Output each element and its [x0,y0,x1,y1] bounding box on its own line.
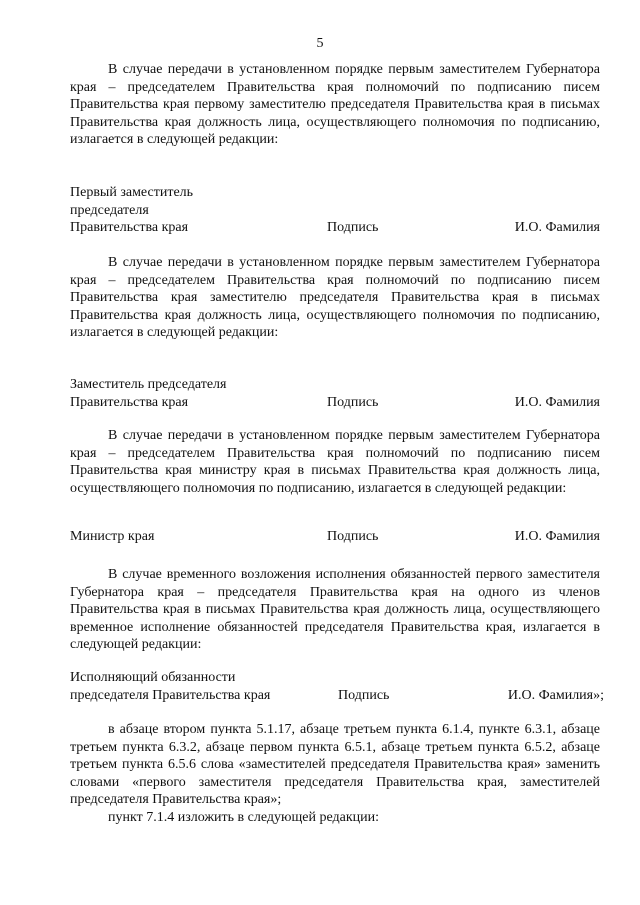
signature-placeholder: Подпись [327,529,379,544]
signature-title-line: Заместитель председателя [70,377,227,392]
signatory-name: И.О. Фамилия [514,220,600,235]
signature-line [70,687,604,705]
signature-title-line: Правительства края [70,394,189,410]
signature-block-minister [70,528,600,546]
paragraph-deputy-delegation [70,254,600,342]
signature-placeholder: Подпись [327,394,379,410]
paragraph-text: пункт 7.1.4 изложить в следующей редакции: [108,809,379,825]
paragraph-text: В случае передачи в установленном порядке первым заместителем Губернатора края – председателем Правительства края полномочий по подписанию писем Правительства края заместителю председателя Правительства края в письмах Правительства края должность лица, осуществляющего полномочия по подписанию, излагается в следующей редакции: [70,255,600,340]
signature-title-line: председателя [70,202,149,218]
paragraph-temporary-duties [70,566,600,654]
signature-title-line: Правительства края [70,220,189,235]
signature-line [70,219,600,237]
signature-block-acting [70,669,604,704]
signatory-name: И.О. Фамилия»; [507,687,604,703]
signature-block-deputy [70,376,600,411]
signatory-name: И.О. Фамилия [514,394,600,410]
page-number: 5 [316,36,324,51]
signature-line [70,394,600,412]
paragraph-first-deputy-delegation [70,61,600,149]
signature-title-line: Министр края [70,529,155,544]
signature-placeholder: Подпись [338,687,390,703]
signature-line [70,528,600,546]
signatory-name: И.О. Фамилия [514,529,600,544]
paragraph-text: В случае передачи в установленном порядке первым заместителем Губернатора края – председателем Правительства края полномочий по подписанию писем Правительства края министру края в письмах Правительства края должность лица, осуществляющего полномочия по подписанию, излагается в следующей редакции: [70,428,600,496]
signature-placeholder: Подпись [327,220,379,235]
signature-title-line: председателя Правительства края [70,687,271,703]
signature-block-first-deputy [70,184,600,237]
paragraph-minister-delegation [70,427,600,497]
signature-title-line: Исполняющий обязанности [70,670,236,685]
signature-title-line: Первый заместитель [70,185,194,200]
paragraph-amendment [70,721,600,826]
paragraph-text: В случае передачи в установленном порядке первым заместителем Губернатора края – председателем Правительства края полномочий по подписанию писем Правительства края первому заместителю председателя Правительства края в письмах Правительства края должность лица, осуществляющего полномочия по подписанию, излагается в следующей редакции: [70,62,600,147]
paragraph-text: В случае временного возложения исполнения обязанностей первого заместителя Губернатора края – председателя Правительства края на одного из членов Правительства края в письмах Правительства края должность лица, осуществляющего временное исполнение обязанностей председателя Правительства края, излагается в следующей редакции: [70,567,600,652]
paragraph-text: в абзаце втором пункта 5.1.17, абзаце третьем пункта 6.1.4, пункте 6.3.1, абзаце третьем пункта 6.3.2, абзаце первом пункта 6.5.1, абзаце третьем пункта 6.5.2, абзаце третьем пункта 6.5.6 слова «заместителей председателя Правительства края» заменить словами «первого заместителя председателя Правительства края, заместителей председателя Правительства края»; [70,722,600,807]
